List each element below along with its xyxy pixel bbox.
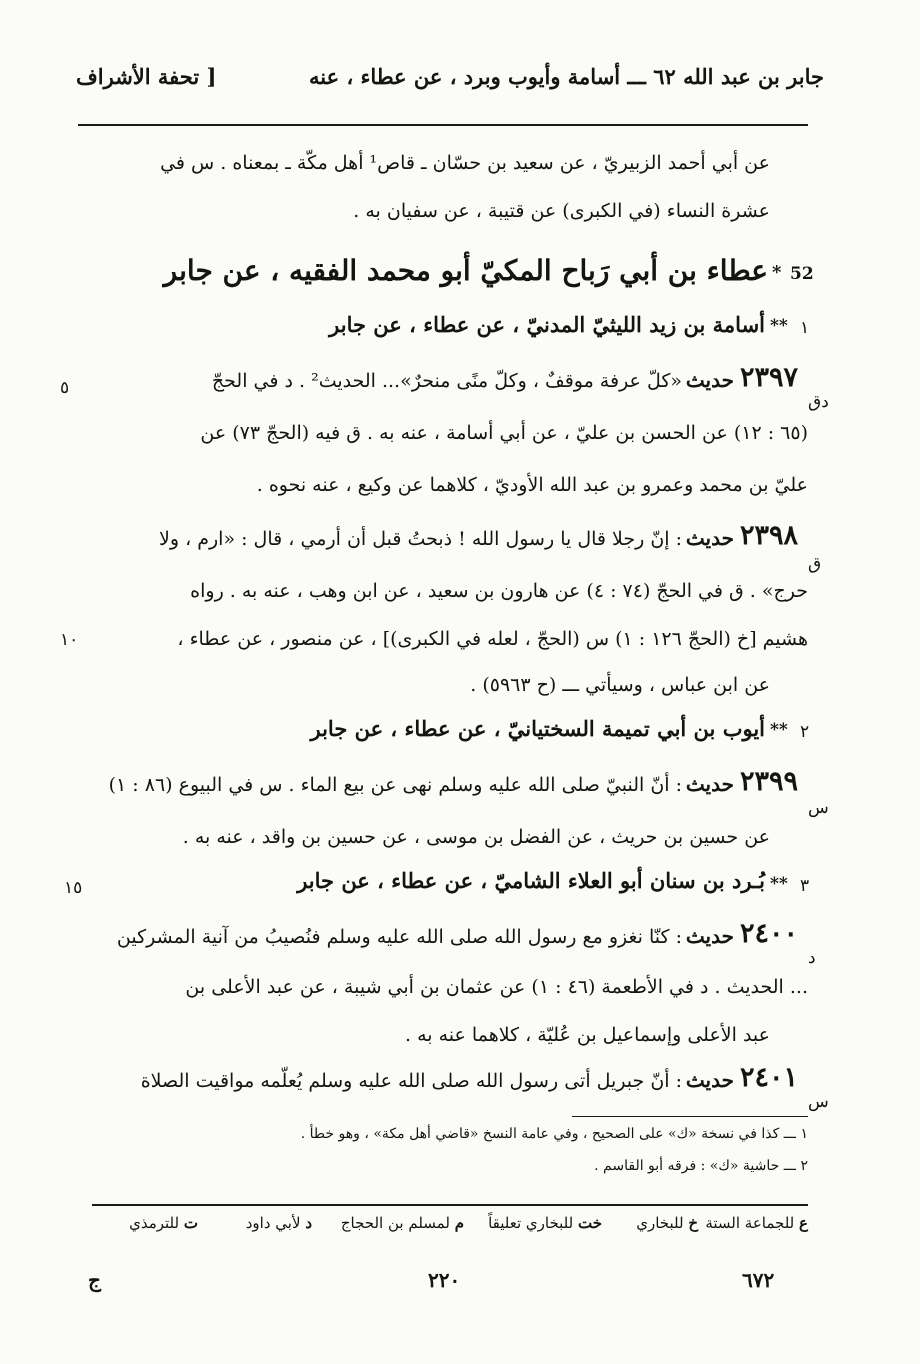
footnote: ٢ ـــ حاشية «ك» : فرقه أبو القاسم . <box>594 1158 808 1174</box>
hadith-sigla: د <box>808 948 816 968</box>
footnote-rule <box>572 1116 808 1117</box>
hadith-number: ٢٣٩٨ <box>740 520 799 551</box>
subsection-title: أسامة بن زيد الليثيّ المدنيّ ، عن عطاء ، عن جابر <box>329 312 765 337</box>
legend-item <box>246 1214 312 1232</box>
margin-line-number: ١٥ <box>64 878 83 898</box>
legend-item <box>129 1214 198 1232</box>
margin-line-number: ٥ <box>60 378 70 398</box>
subsection-title: بُـرد بن سنان أبو العلاء الشاميّ ، عن عطاء ، عن جابر <box>297 868 765 893</box>
legend-text: للبخاري تعليقاً <box>488 1214 574 1232</box>
hadith-line: : إنّ رجلا قال يا رسول الله ! ذبحتُ قبل أن أرمي ، قال : «ارم ، ولا <box>159 528 682 550</box>
legend-text: للبخاري <box>636 1214 684 1232</box>
hadith-sigla: ق <box>808 554 822 574</box>
legend-rule <box>92 1204 808 1206</box>
hadith-number: ٢٤٠١ <box>740 1062 799 1093</box>
hadith-line: هشيم [خ (الحجّ ١٢٦ : ١) س (الحجّ ، لعله في الكبرى)] ، عن منصور ، عن عطاء ، <box>177 628 808 650</box>
legend-symbol: ت <box>183 1214 198 1232</box>
hadith-line: : أنّ جبريل أتى رسول الله صلى الله عليه وسلم يُعلّمه مواقيت الصلاة <box>140 1070 682 1092</box>
hadith-number: ٢٤٠٠ <box>740 918 799 949</box>
hadith-line: حرج» . ق في الحجّ (٧٤ : ٤) عن هارون بن سعيد ، عن ابن وهب ، عنه به . رواه <box>190 580 808 602</box>
legend-text: لأبي داود <box>245 1214 301 1232</box>
footnote: ١ ـــ كذا في نسخة «ك» على الصحيح ، وفي عامة النسخ «قاضي أهل مكة» ، وهو خطأ . <box>300 1126 808 1142</box>
subsection-number: ٢ <box>800 722 810 742</box>
legend-text: للترمذي <box>129 1214 180 1232</box>
hadith-number: ٢٣٩٩ <box>740 766 799 797</box>
hadith-sigla: س <box>808 1092 829 1112</box>
legend-symbol: د <box>305 1214 312 1232</box>
margin-line-number: ١٠ <box>60 630 79 650</box>
subsection-marker: ** <box>770 874 788 894</box>
subsection-title: أيوب بن أبي تميمة السختيانيّ ، عن عطاء ، عن جابر <box>310 716 765 741</box>
hadith-number: ٢٣٩٧ <box>740 362 799 393</box>
running-header-title: جابر بن عبد الله ٦٢ ـــ أسامة وأيوب وبرد ، عن عطاء ، عنه <box>309 64 824 89</box>
hadith-line: (٦٥ : ١٢) عن الحسن بن عليّ ، عن أبي أسامة ، عنه به . ق فيه (الحجّ ٧٣) عن <box>200 422 808 444</box>
hadith-line: «كلّ عرفة موقفٌ ، وكلّ منًى منحرٌ»... الحديث² . د في الحجّ <box>211 370 682 392</box>
volume-letter: ج <box>88 1268 101 1292</box>
subsection-marker: ** <box>770 720 788 740</box>
hadith-label: حديث <box>685 772 734 796</box>
hadith-label: حديث <box>685 368 734 392</box>
legend-item <box>341 1214 464 1232</box>
hadith-line: عن حسين بن حريث ، عن الفضل بن موسى ، عن حسين بن واقد ، عنه به . <box>182 826 770 848</box>
legend-symbol: خ <box>688 1214 698 1232</box>
subsection-number: ٣ <box>800 876 810 896</box>
section-title: عطاء بن أبي رَباح المكيّ أبو محمد الفقيه ، عن جابر <box>163 254 768 287</box>
page-number-volume: ٦٧٢ <box>742 1268 775 1292</box>
hadith-line: : كنّا نغزو مع رسول الله صلى الله عليه وسلم فنُصيبُ من آنية المشركين <box>116 926 682 948</box>
running-header-book-name: [ تحفة الأشراف <box>76 64 217 89</box>
header-rule <box>78 124 808 126</box>
legend-symbol: خت <box>577 1214 602 1232</box>
hadith-line: عبد الأعلى وإسماعيل بن عُليّة ، كلاهما عنه به . <box>405 1024 770 1046</box>
hadith-line: : أنّ النبيّ صلى الله عليه وسلم نهى عن بيع الماء . س في البيوع (٨٦ : ١) <box>108 774 682 796</box>
hadith-label: حديث <box>685 924 734 948</box>
section-marker: * <box>772 262 782 283</box>
legend-item <box>488 1214 602 1232</box>
hadith-sigla: س <box>808 798 829 818</box>
legend-text: لمسلم بن الحجاج <box>340 1214 450 1232</box>
hadith-label: حديث <box>685 1068 734 1092</box>
legend-text: للجماعة الستة <box>705 1214 795 1232</box>
subsection-marker: ** <box>770 316 788 336</box>
hadith-label: حديث <box>685 526 734 550</box>
hadith-line: عن ابن عباس ، وسيأتي ـــ (ح ٥٩٦٣) . <box>470 674 770 696</box>
legend-item <box>705 1214 808 1232</box>
legend-symbol: م <box>454 1214 464 1232</box>
hadith-line: ... الحديث . د في الأطعمة (٤٦ : ١) عن عثمان بن أبي شيبة ، عن عبد الأعلى بن <box>185 976 808 998</box>
intro-line-2: عشرة النساء (في الكبرى) عن قتيبة ، عن سفيان به . <box>353 200 770 222</box>
hadith-line: عليّ بن محمد وعمرو بن عبد الله الأوديّ ، كلاهما عن وكيع ، عنه نحوه . <box>256 474 808 496</box>
intro-line-1: عن أبي أحمد الزبيريّ ، عن سعيد بن حسّان ـ قاص¹ أهل مكّة ـ بمعناه . س في <box>160 152 770 174</box>
subsection-number: ١ <box>800 318 810 338</box>
legend-symbol: ع <box>799 1214 808 1232</box>
hadith-sigla: دق <box>808 392 829 412</box>
section-number: 52 <box>790 264 814 284</box>
legend-item <box>636 1214 698 1232</box>
page-number: ٢٢٠ <box>428 1268 461 1292</box>
